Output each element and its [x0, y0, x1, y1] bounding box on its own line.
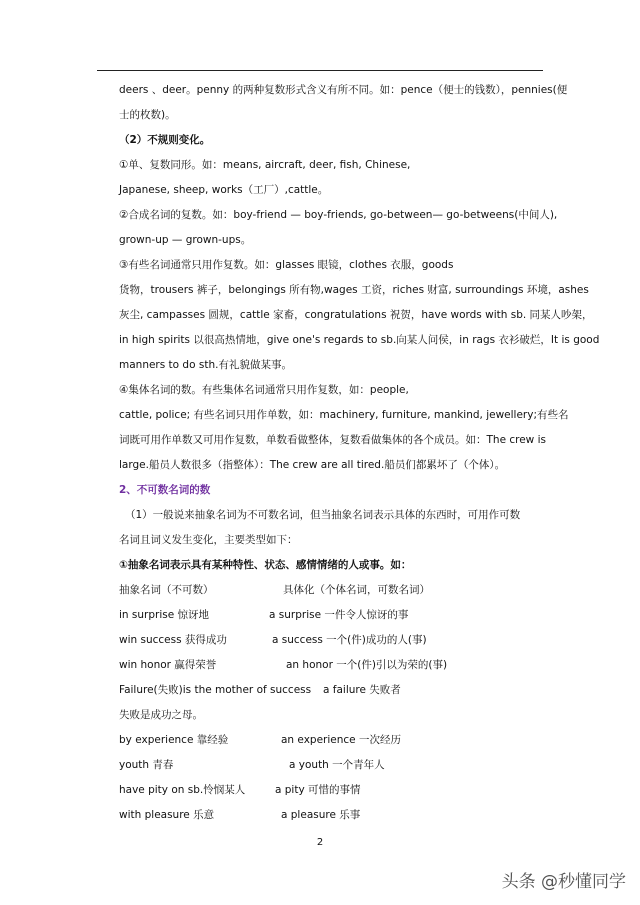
pair-left: win honor 赢得荣誉 [119, 659, 217, 671]
document-body [119, 78, 600, 828]
pair-left: by experience 靠经验 [119, 734, 229, 746]
text-line: ②合成名词的复数。如：boy-friend — boy-friends, go-between— go-betweens(中间人), [119, 209, 558, 221]
pair-row [119, 628, 547, 653]
text-line: ①单、复数同形。如：means, aircraft, deer, fish, Chinese, [119, 159, 411, 171]
pair-row [119, 578, 547, 603]
pair-right: a surprise 一件令人惊讶的事 [269, 609, 409, 621]
text-line: cattle, police; 有些名词只用作单数，如：machinery, furniture, mankind, jewellery;有些名 [119, 409, 569, 421]
pair-left: have pity on sb.怜悯某人 [119, 784, 246, 796]
watermark: 头条 @秒懂同学 [501, 872, 626, 892]
pair-right: a youth 一个青年人 [289, 759, 385, 771]
text-line: deers 、deer。penny 的两种复数形式含义有所不同。如：pence（便士的钱数），pennies(便 [119, 84, 568, 96]
subsection-heading: ①抽象名词表示具有某种特性、状态、感情情绪的人或事。如： [119, 559, 412, 571]
pair-right: 具体化（个体名词，可数名词） [283, 584, 430, 596]
section-heading-purple: 2、不可数名词的数 [119, 484, 211, 496]
text-line: 货物，trousers 裤子，belongings 所有物,wages 工资，riches 财富, surroundings 环境，ashes [119, 284, 589, 296]
text-line: 士的枚数)。 [119, 109, 176, 121]
pair-left: win success 获得成功 [119, 634, 227, 646]
pair-right: a pleasure 乐事 [281, 809, 361, 821]
pair-right: a pity 可惜的事情 [275, 784, 361, 796]
pair-right: an experience 一次经历 [281, 734, 401, 746]
pair-right: a failure 失败者 [323, 684, 401, 696]
pair-row [119, 703, 547, 728]
pair-row [119, 603, 547, 628]
pair-right: an honor 一个(件)引以为荣的(事) [286, 659, 448, 671]
text-line: 灰尘, campasses 圆规，cattle 家畜，congratulations 祝贺，have words with sb. 同某人吵架， [119, 309, 593, 321]
text-line: ④集体名词的数。有些集体名词通常只用作复数，如：people, [119, 384, 409, 396]
pair-row [119, 678, 547, 703]
section-heading: （2）不规则变化。 [119, 134, 211, 146]
pair-row [119, 728, 547, 753]
text-line: 词既可用作单数又可用作复数，单数看做整体，复数看做集体的各个成员。如：The crew is [119, 434, 546, 446]
text-line: in high spirits 以很高热情地，give one's regards to sb.向某人问侯，in rags 衣衫破烂，It is good [119, 334, 600, 346]
pair-left: in surprise 惊讶地 [119, 609, 210, 621]
pair-left: Failure(失败)is the mother of success [119, 684, 312, 696]
text-line: ③有些名词通常只用作复数。如：glasses 眼镜，clothes 衣服，goods [119, 259, 454, 271]
pair-right: a success 一个(件)成功的人(事) [272, 634, 427, 646]
pair-left: youth 青春 [119, 759, 174, 771]
text-line: 名词且词义发生变化，主要类型如下： [119, 534, 298, 546]
pair-left: 失败是成功之母。 [119, 709, 203, 721]
text-line: Japanese, sheep, works（工厂）,cattle。 [119, 184, 329, 196]
text-line: large.船员人数很多（指整体）：The crew are all tired.船员们都累坏了（个体）。 [119, 459, 506, 471]
text-line: （1）一般说来抽象名词为不可数名词，但当抽象名词表示具体的东西时，可用作可数 [125, 509, 521, 521]
page-number: 2 [316, 837, 324, 848]
text-line: grown-up — grown-ups。 [119, 234, 252, 246]
pair-row [119, 653, 547, 678]
text-line: manners to do sth.有礼貌做某事。 [119, 359, 292, 371]
pair-row [119, 803, 547, 828]
pair-left: 抽象名词（不可数） [119, 584, 214, 596]
pair-row [119, 753, 547, 778]
header-rule [97, 70, 543, 71]
pair-left: with pleasure 乐意 [119, 809, 215, 821]
pair-row [119, 778, 547, 803]
